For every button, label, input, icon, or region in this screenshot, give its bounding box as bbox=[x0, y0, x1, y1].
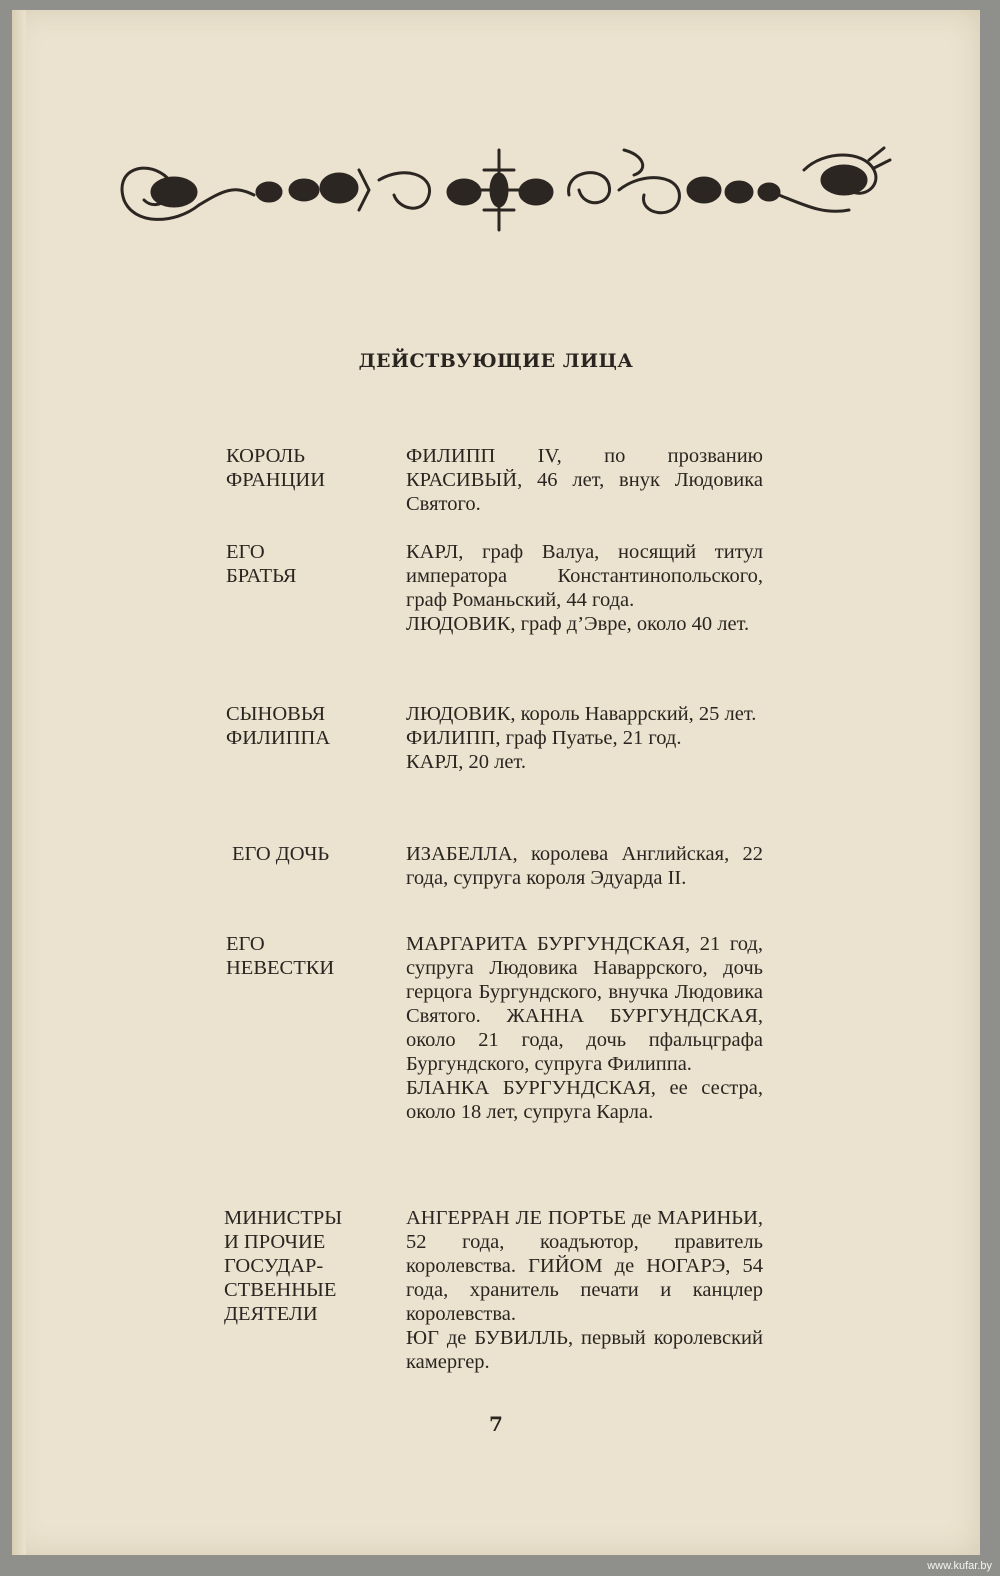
role-description: ИЗАБЕЛЛА, королева Английская, 22 года, супруга короля Эдуарда II. bbox=[406, 843, 763, 889]
page-title: ДЕЙСТВУЮЩИЕ ЛИЦА bbox=[358, 350, 634, 372]
page-spine bbox=[12, 10, 26, 1555]
role-label: СЫНОВЬЯ ФИЛИППА bbox=[226, 703, 331, 749]
role-description: КАРЛ, граф Валуа, носящий титул императора Константинопольского, граф Романьский, 44 года. ЛЮДОВИК, граф д’Эвре, около 40 лет. bbox=[406, 541, 763, 635]
book-page bbox=[12, 10, 980, 1555]
decorative-ornament-header bbox=[104, 130, 894, 240]
role-label: КОРОЛЬ ФРАНЦИИ bbox=[226, 445, 325, 491]
watermark: www.kufar.by bbox=[927, 1560, 992, 1572]
role-label: МИНИСТРЫ И ПРОЧИЕ ГОСУДАР- СТВЕННЫЕ ДЕЯТЕЛИ bbox=[224, 1207, 343, 1325]
role-label: ЕГО ДОЧЬ bbox=[232, 843, 330, 865]
role-label: ЕГО БРАТЬЯ bbox=[226, 541, 297, 587]
role-description: АНГЕРРАН ЛЕ ПОРТЬЕ де МАРИНЬИ, 52 года, коадъютор, правитель королевства. ГИЙОМ де НОГАРЭ, 54 года, хранитель печати и канцлер королевства. ЮГ де БУВИЛЛЬ, первый королевский камергер. bbox=[406, 1207, 763, 1373]
page-number: 7 bbox=[489, 1412, 503, 1436]
role-description: ФИЛИПП IV, по прозванию КРАСИВЫЙ, 46 лет, внук Людовика Святого. bbox=[406, 445, 763, 515]
role-description: ЛЮДОВИК, король Наваррский, 25 лет. ФИЛИПП, граф Пуатье, 21 год. КАРЛ, 20 лет. bbox=[406, 703, 757, 773]
role-description: МАРГАРИТА БУРГУНДСКАЯ, 21 год, супруга Людовика Наваррского, дочь герцога Бургундского, внучка Людовика Святого. ЖАННА БУРГУНДСКАЯ, около 21 года, дочь пфальцграфа Бургундского, супруга Филиппа. БЛАНКА БУРГУНДСКАЯ, ее сестра, около 18 лет, супруга Карла. bbox=[406, 933, 763, 1123]
role-label: ЕГО НЕВЕСТКИ bbox=[226, 933, 335, 979]
